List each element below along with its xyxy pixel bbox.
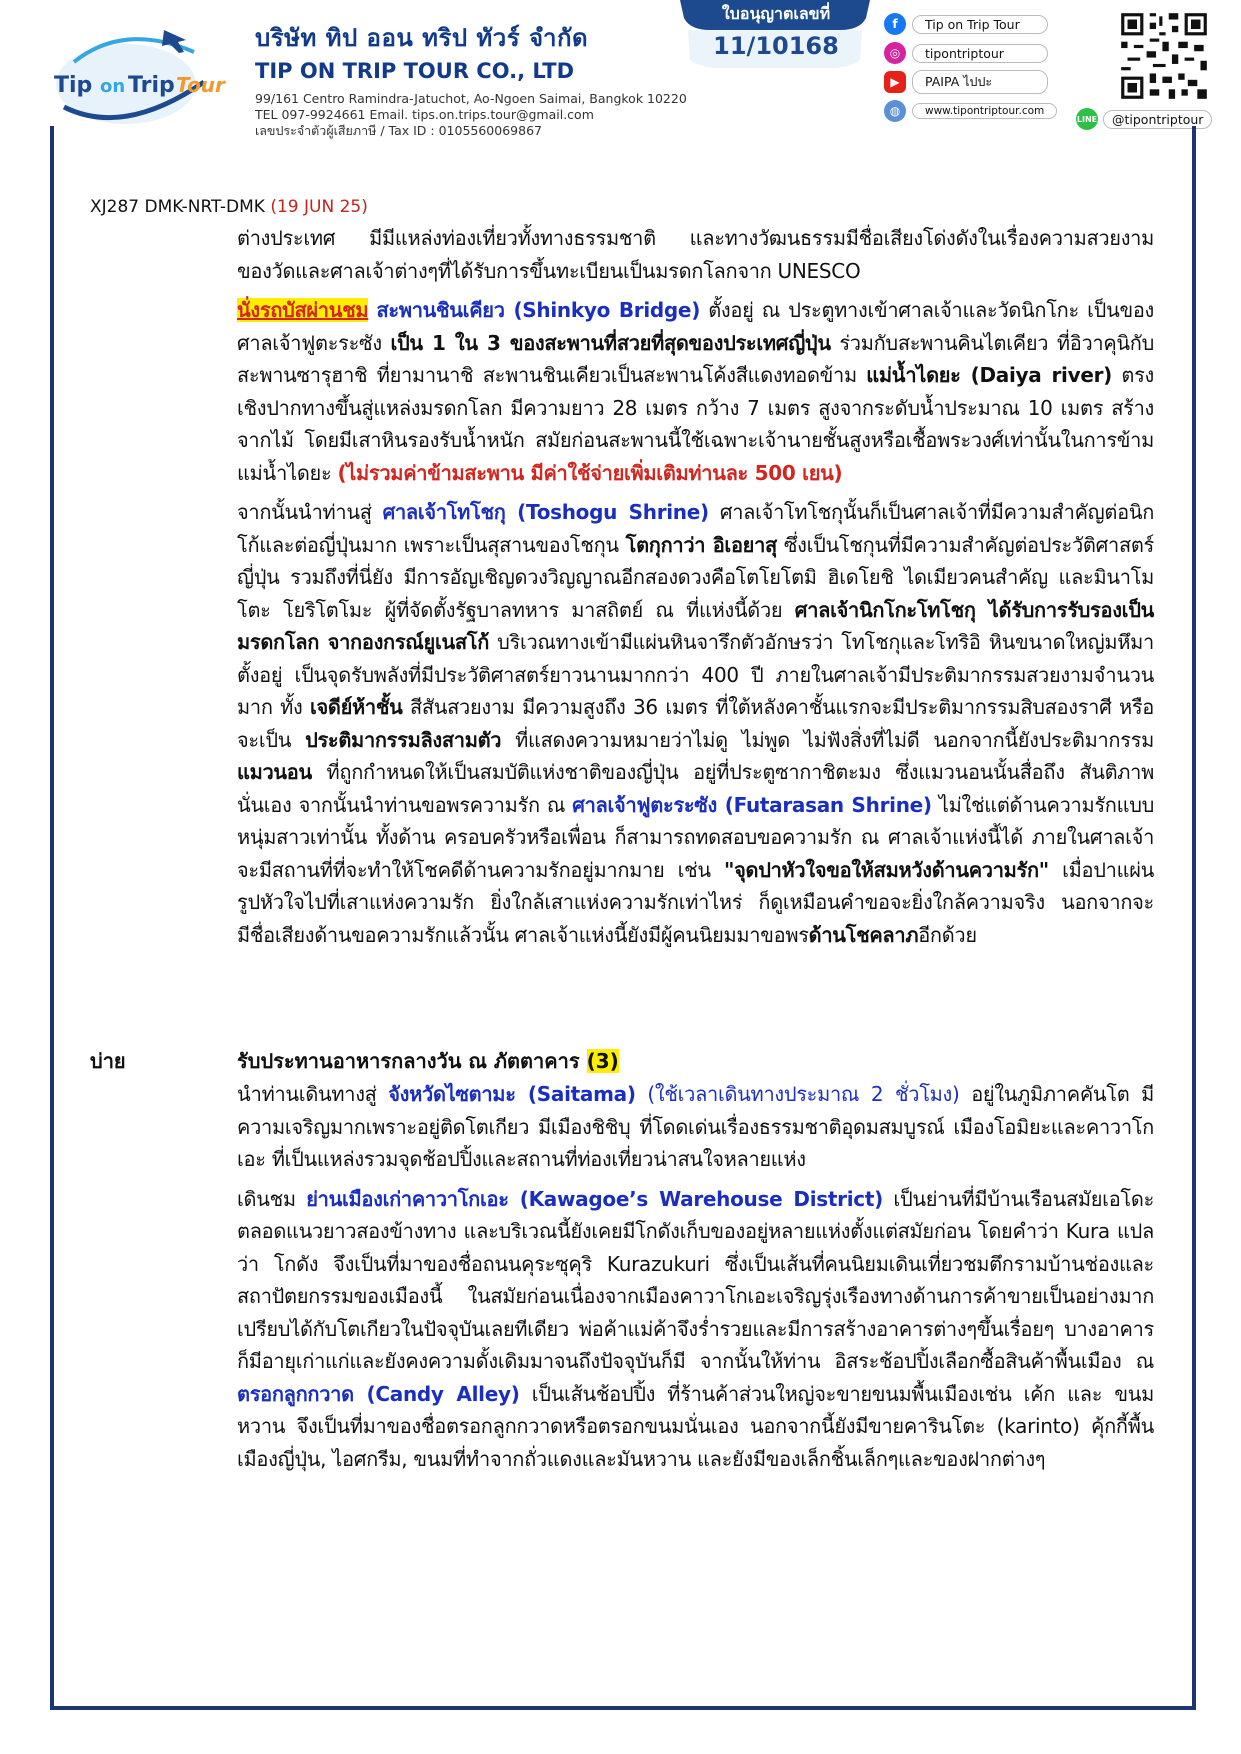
kawagoe-text-0: เดินชม xyxy=(237,1186,307,1211)
instagram-icon: ◎ xyxy=(884,42,906,64)
heart-throw-spot: "จุดปาหัวใจขอให้สมหวังด้านความรัก" xyxy=(723,857,1049,882)
youtube-icon: ▶ xyxy=(884,71,906,93)
flight-info xyxy=(90,197,368,217)
tokugawa-ieyasu: โตกุกาว่า อิเอยาสุ xyxy=(625,532,777,557)
saitama-title: จังหวัดไซตามะ (Saitama) xyxy=(388,1082,636,1106)
social-instagram-label: tipontriptour xyxy=(912,44,1048,63)
five-story-pagoda: เจดีย์ห้าชั้น xyxy=(309,695,403,719)
toshogu-text-8: เมื่อปาแผ่นรูปหัวใจไปที่เสาแห่งความรัก ยิ่งใกล้เสาแห่งความรักเท่าไหร่ ก็ดูเหมือนคำขอจะยิ่งใกล้ความจริง นอกจากจะมีชื่อเสียงด้านขอความรักแล้วนั้น ศาลเจ้าแห่งนี้ยังมีผู้คนนิยมมาขอพร xyxy=(237,857,1154,947)
kawagoe-text-2: เป็นเส้นช้อปปิ้ง ที่ร้านค้าส่วนใหญ่จะขายขนมพื้นเมืองเช่น เค้ก และ ขนมหวาน จึงเป็นที่มาของชื่อตรอกลูกกวาดหรือตรอกขนมนั่นเอง นอกจากนี้ยังมีขายคารินโตะ (karinto) คุ้กกี้พื้นเมืองญี่ปุ่น, ไอศกรีม, ขนมที่ทำจากถั่วแดงและมันหวาน และยังมีของเล็กชิ้นเล็กๆและของฝากต่างๆ xyxy=(237,1381,1155,1471)
saitama-text-1: อยู่ในภูมิภาคคันโต มีความเจริญมากเพราะอยู่ติดโตเกียว มีเมืองชิชิบุ ที่โดดเด่นเรื่องธรรมชาติอุดมสมบูรณ์ เมืองโอมิยะและคาวาโกเอะ ที่เป็นแหล่งรวมจุดช้อปปิ้งและสถานที่ท่องเที่ยวน่าสนใจหลายแห่ง xyxy=(237,1082,1154,1171)
world-heritage-note: ศาลเจ้านิกโกะโทโชกุ ได้รับการรับรองเป็น มรดกโลก จากองกรณ์ยูเนสโก้ xyxy=(237,597,1154,654)
saitama-text-0: นำท่านเดินทางสู่ xyxy=(237,1082,389,1106)
company-name-thai: บริษัท ทิป ออน ทริป ทัวร์ จำกัด xyxy=(255,24,589,52)
social-links xyxy=(884,12,1057,128)
sleeping-cat: แมวนอน xyxy=(237,760,312,784)
logo-word-tour: Tour xyxy=(176,73,225,97)
toshogu-text-9: อีกด้วย xyxy=(918,922,977,947)
social-website[interactable] xyxy=(884,99,1057,123)
kawagoe-title: ย่านเมืองเก่าคาวาโกเอะ (Kawagoe’s Warehouse District) xyxy=(306,1186,883,1211)
three-monkeys: ประติมากรรมลิงสามตัว xyxy=(305,727,502,752)
social-instagram[interactable] xyxy=(884,41,1057,65)
shinkyo-bold-1: เป็น 1 ใน 3 ของสะพานที่สวยที่สุดของประเทศญี่ปุ่น xyxy=(390,330,831,355)
qr-code[interactable] xyxy=(1118,10,1210,102)
social-website-label: www.tipontriptour.com xyxy=(912,103,1057,119)
shinkyo-text-3: ตรงเชิงปากทางขึ้นสู่แหล่งมรดกโลก มีความยาว 28 เมตร กว้าง 7 เมตร สูงจากระดับน้ำประมาณ 10 เมตร สร้างจากไม้ โดยมีเสาหินรองรับน้ำหนัก สมัยก่อนสะพานนี้ใช้เฉพาะเจ้านายชั้นสูงหรือเชื้อพระวงศ์เท่านั้นในการข้ามแม่น้ำไดยะ xyxy=(237,363,1155,485)
company-tax-id: เลขประจำตัวผู้เสียภาษี / Tax ID : 0105560069867 xyxy=(255,123,542,138)
travel-time-note: (ใช้เวลาเดินทางประมาณ 2 ชั่วโมง) xyxy=(635,1082,960,1106)
social-facebook[interactable] xyxy=(884,12,1057,36)
shinkyo-text-2: ร่วมกับสะพานคินไตเคียว ที่อิวาคุนิกับสะพานซารุฮาชิ ที่ยามานาชิ สะพานชินเคียวเป็นสะพานโค้งสีแดงทอดข้าม xyxy=(237,330,1154,387)
lunch-text: รับประทานอาหารกลางวัน ณ ภัตตาคาร xyxy=(237,1049,587,1073)
facebook-icon: f xyxy=(884,13,906,35)
candy-alley-title: ตรอกลูกกวาด (Candy Alley) xyxy=(237,1381,520,1406)
license-label: ใบอนุญาตเลขที่ xyxy=(721,4,831,23)
social-youtube-label: PAIPA ไปปะ xyxy=(912,70,1048,94)
daiya-river: แม่น้ำไดยะ (Daiya river) xyxy=(866,363,1112,387)
toshogu-text-0: จากนั้นนำท่านสู่ xyxy=(237,500,383,524)
flight-date: (19 JUN 25) xyxy=(270,197,368,217)
letterhead xyxy=(0,0,1241,140)
bus-tour-highlight: นั่งรถบัสผ่านชม xyxy=(237,298,369,322)
futarasan-shrine-title: ศาลเจ้าฟูตะระซัง (Futarasan Shrine) xyxy=(572,792,932,817)
paragraph-kawagoe xyxy=(237,1183,1154,1476)
toshogu-text-7: ไม่ใช่แต่ด้านความรักแบบหนุ่มสาวเท่านั้น ทั้งด้าน ครอบครัวหรือเพื่อน ก็สามารถทดสอบขอความรัก ณ ศาลเจ้าแห่งนี้ได้ ภายในศาลเจ้า จะมีสถานที่ที่จะทำให้โชคดีด้านความรักอยู่มากมาย เช่น xyxy=(237,792,1154,882)
logo-word-tip: Tip xyxy=(54,73,93,98)
company-logo xyxy=(44,22,226,132)
lunch-line xyxy=(237,1045,619,1077)
fortune-blessing: ด้านโชคลาภ xyxy=(808,922,919,947)
shinkyo-text-1: ตั้งอยู่ ณ ประตูทางเข้าศาลเจ้าและวัดนิกโกะ เป็นของศาลเจ้าฟูตะระซัง xyxy=(237,298,1154,355)
paragraph-shinkyo-bridge xyxy=(237,294,1154,489)
paragraph-saitama xyxy=(237,1078,1154,1176)
social-line-label: @tipontriptour xyxy=(1103,110,1212,129)
social-youtube[interactable] xyxy=(884,70,1057,94)
toshogu-text-3: บริเวณทางเข้ามีแผ่นหินจารึกตัวอักษรว่า โทโชกุและโทริอิ หินขนาดใหญ่มหึมาตั้งอยู่ เป็นจุดรับพลังที่มีประวัติศาสตร์ยาวนานมากกว่า 400 ปี ภายในศาลเจ้ามีประติมากรรมสวยงามจำนวนมาก ทั้ง xyxy=(237,630,1154,719)
afternoon-label: บ่าย xyxy=(90,1049,126,1073)
social-facebook-label: Tip on Trip Tour xyxy=(912,15,1048,34)
company-contact: TEL 097-9924661 Email. tips.on.trips.tour@gmail.com xyxy=(255,107,594,122)
toshogu-text-1: ศาลเจ้าโทโชกุนั้นก็เป็นศาลเจ้าที่มีความสำคัญต่อนิกโก้และต่อญี่ปุ่นมาก เพราะเป็นสุสานของโชกุน xyxy=(237,500,1154,557)
meal-number: (3) xyxy=(586,1049,619,1073)
flight-code: XJ287 DMK-NRT-DMK xyxy=(90,197,265,217)
toshogu-text-2: ซึ่งเป็นโชกุนที่มีความสำคัญต่อประวัติศาสตร์ญี่ปุ่น รวมถึงที่นี่ยัง มีการอัญเชิญดวงวิญญาณอีกสองดวงคือโตโยโตมิ ฮิเดโยชิ ไดเมียวคนสำคัญ และมินาโมโตะ โยริโตโมะ ผู้ที่จัดตั้งรัฐบาลทหาร มาสถิตย์ ณ ที่แห่งนี้ด้วย xyxy=(237,532,1154,622)
paragraph-toshogu-shrine xyxy=(237,496,1154,951)
license-number: 11/10168 xyxy=(713,32,839,60)
company-name-english: TIP ON TRIP TOUR CO., LTD xyxy=(255,59,575,83)
company-address: 99/161 Centro Ramindra-Jatuchot, Ao-Ngoen Saimai, Bangkok 10220 xyxy=(255,91,687,106)
toshogu-text-6: ที่ถูกกำหนดให้เป็นสมบัติแห่งชาติของญี่ปุ่น อยู่ที่ประตูซากาชิตะมง ซึ่งแมวนอนนั้นสื่อถึง สันติภาพ นั่นเอง จากนั้นนำท่านขอพรความรัก ณ xyxy=(237,760,1154,817)
toshogu-shrine-title: ศาลเจ้าโทโชกุ (Toshogu Shrine) xyxy=(382,500,709,524)
logo-word-trip: Trip xyxy=(128,73,175,98)
bridge-fee-note: (ไม่รวมค่าข้ามสะพาน มีค่าใช้จ่ายเพิ่มเติมท่านละ 500 เยน) xyxy=(337,460,843,485)
itinerary-body-morning xyxy=(237,222,1154,958)
toshogu-text-4: สีสันสวยงาม มีความสูงถึง 36 เมตร ที่ใต้หลังคาชั้นแรกจะมีประติมากรรมสิบสองราศี หรือจะเป็น xyxy=(237,695,1154,752)
itinerary-body-afternoon xyxy=(237,1078,1154,1482)
paragraph-unesco xyxy=(237,222,1154,287)
paragraph-unesco-text: ต่างประเทศ มีมีแหล่งท่องเที่ยวทั้งทางธรรมชาติ และทางวัฒนธรรมมีชื่อเสียงโด่งดังในเรื่องความสวยงามของวัดและศาลเจ้าต่างๆที่ได้รับการขึ้นทะเบียนเป็นมรดกโลกจาก UNESCO xyxy=(237,226,1154,283)
logo-word-on: on xyxy=(100,76,126,97)
line-icon: LINE xyxy=(1076,108,1098,130)
company-info xyxy=(255,18,687,139)
web-icon: ◍ xyxy=(884,100,906,122)
toshogu-text-5: ที่แสดงความหมายว่าไม่ดู ไม่พูด ไม่ฟังสิ่งที่ไม่ดี นอกจากนี้ยังประติมากรรม xyxy=(501,727,1154,752)
shinkyo-bridge-title: สะพานชินเคียว (Shinkyo Bridge) xyxy=(376,298,701,322)
kawagoe-text-1: เป็นย่านที่มีบ้านเรือนสมัยเอโดะตลอดแนวยาวสองข้างทาง และบริเวณนี้ยังเคยมีโกดังเก็บของอยู่หลายแห่งตั้งแต่สมัยก่อน โดยคำว่า Kura แปลว่า โกดัง จึงเป็นที่มาของชื่อถนนคุระซุคุริ Kurazukuri ซึ่งเป็นเส้นที่คนนิยมเดินเที่ยวชมตึกรามบ้านช่องและสถาปัตยกรรมของเมืองนี้ ในสมัยก่อนเนื่องจากเมืองคาวาโกเอะเจริญรุ่งเรืองทางด้านการค้าขายเป็นอย่างมากเปรียบได้กับโตเกียวในปัจจุบันเลยทีเดียว พ่อค้าแม่ค้าจึงร่ำรวยและมีการสร้างอาคารต่างๆขึ้นเรื่อยๆ บางอาคารก็มีอายุเก่าแก่และยังคงความดั้งเดิมมาจนถึงปัจจุบันก็มี จากนั้นให้ท่าน อิสระช้อปปิ้งเลือกซื้อสินค้าพื้นเมือง ณ xyxy=(237,1186,1155,1373)
